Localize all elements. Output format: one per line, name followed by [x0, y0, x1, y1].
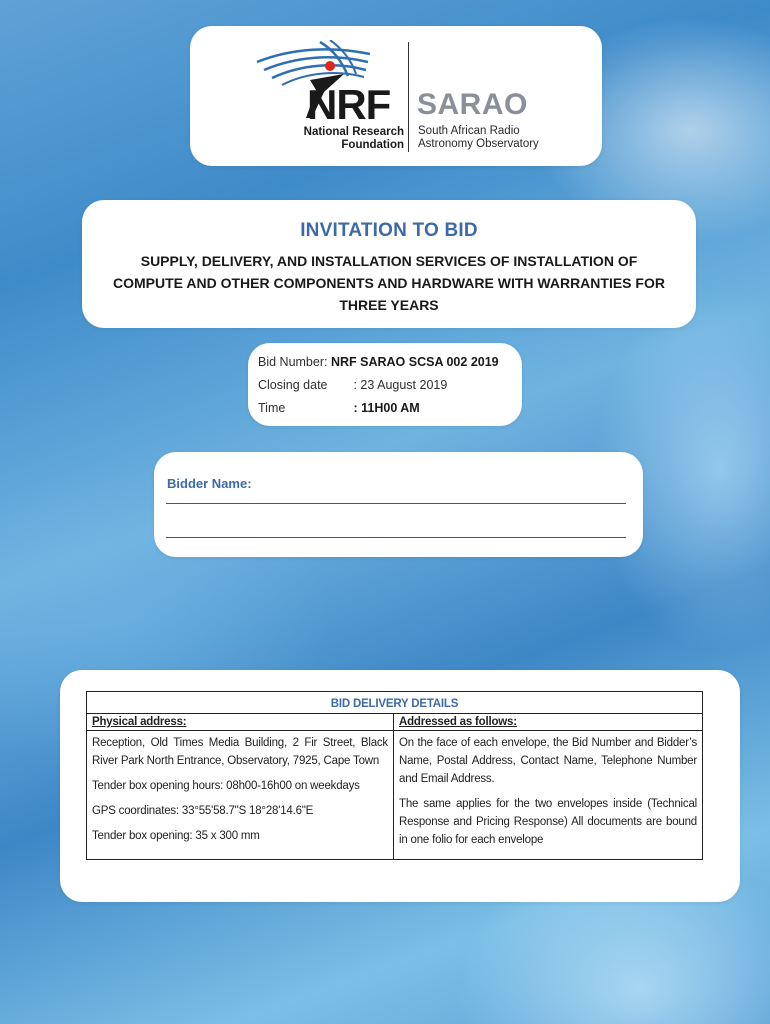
tender-box-paragraph: Tender box opening: 35 x 300 mm	[92, 830, 260, 842]
sarao-wordmark: SARAO	[417, 88, 528, 121]
time-label: Time	[258, 401, 286, 415]
delivery-heading: BID DELIVERY DETAILS	[87, 692, 703, 714]
nrf-wordmark: NRF	[307, 81, 391, 128]
closing-date-value: : 23 August 2019	[353, 378, 448, 392]
bidder-name-line-2[interactable]	[166, 537, 626, 538]
bid-number-label: Bid Number:	[258, 355, 328, 369]
title-card	[82, 200, 696, 328]
nrf-name-line2: Foundation	[341, 139, 404, 151]
gps-paragraph: GPS coordinates: 33°55'58.7"S 18°28'14.6"E	[92, 805, 314, 817]
bid-number-row	[258, 355, 499, 369]
bid-subtitle: SUPPLY, DELIVERY, AND INSTALLATION SERVICES OF INSTALLATION OF COMPUTE AND OTHER COMPONENTS AND HARDWARE WITH WARRANTIES FOR THREE YEARS	[113, 253, 665, 313]
physical-address-header: Physical address:	[87, 714, 394, 731]
bidder-card	[154, 452, 643, 557]
addressed-as-follows-header: Addressed as follows:	[394, 714, 703, 731]
nrf-name-line1: National Research	[303, 126, 404, 138]
time-value: : 11H00 AM	[353, 401, 420, 415]
envelope-face-paragraph: On the face of each envelope, the Bid Number and Bidder’s Name, Postal Address, Contact Name, Telephone Number and Email Address.	[399, 737, 697, 785]
address-paragraph: Reception, Old Times Media Building, 2 Fir Street, Black River Park North Entrance, Observatory, 7925, Cape Town	[92, 737, 388, 767]
delivery-table	[86, 691, 703, 860]
opening-hours-paragraph: Tender box opening hours: 08h00-16h00 on weekdays	[92, 780, 360, 792]
sarao-full-name	[418, 125, 539, 151]
delivery-content-row	[87, 731, 703, 860]
page-title: INVITATION TO BID	[300, 220, 478, 241]
logo-card	[190, 26, 602, 166]
bid-info-card	[248, 343, 522, 426]
delivery-heading-row	[87, 692, 703, 714]
physical-address-cell	[87, 731, 394, 860]
addressed-as-follows-cell	[394, 731, 703, 860]
logo-divider	[408, 42, 409, 152]
sarao-name-line1: South African Radio	[418, 125, 520, 137]
closing-date-label: Closing date	[258, 378, 328, 392]
inner-envelopes-paragraph: The same applies for the two envelopes inside (Technical Response and Pricing Response) All documents are bound in one folio for each envelope	[399, 798, 697, 846]
nrf-full-name	[294, 126, 404, 152]
bid-number-value: NRF SARAO SCSA 002 2019	[330, 355, 499, 369]
bidder-name-label: Bidder Name:	[167, 476, 252, 491]
delivery-card	[60, 670, 740, 902]
sarao-name-line2: Astronomy Observatory	[418, 138, 539, 150]
delivery-column-header-row	[87, 714, 703, 731]
time-row	[258, 401, 420, 415]
bidder-name-line-1[interactable]	[166, 503, 626, 504]
closing-date-row	[258, 378, 447, 392]
